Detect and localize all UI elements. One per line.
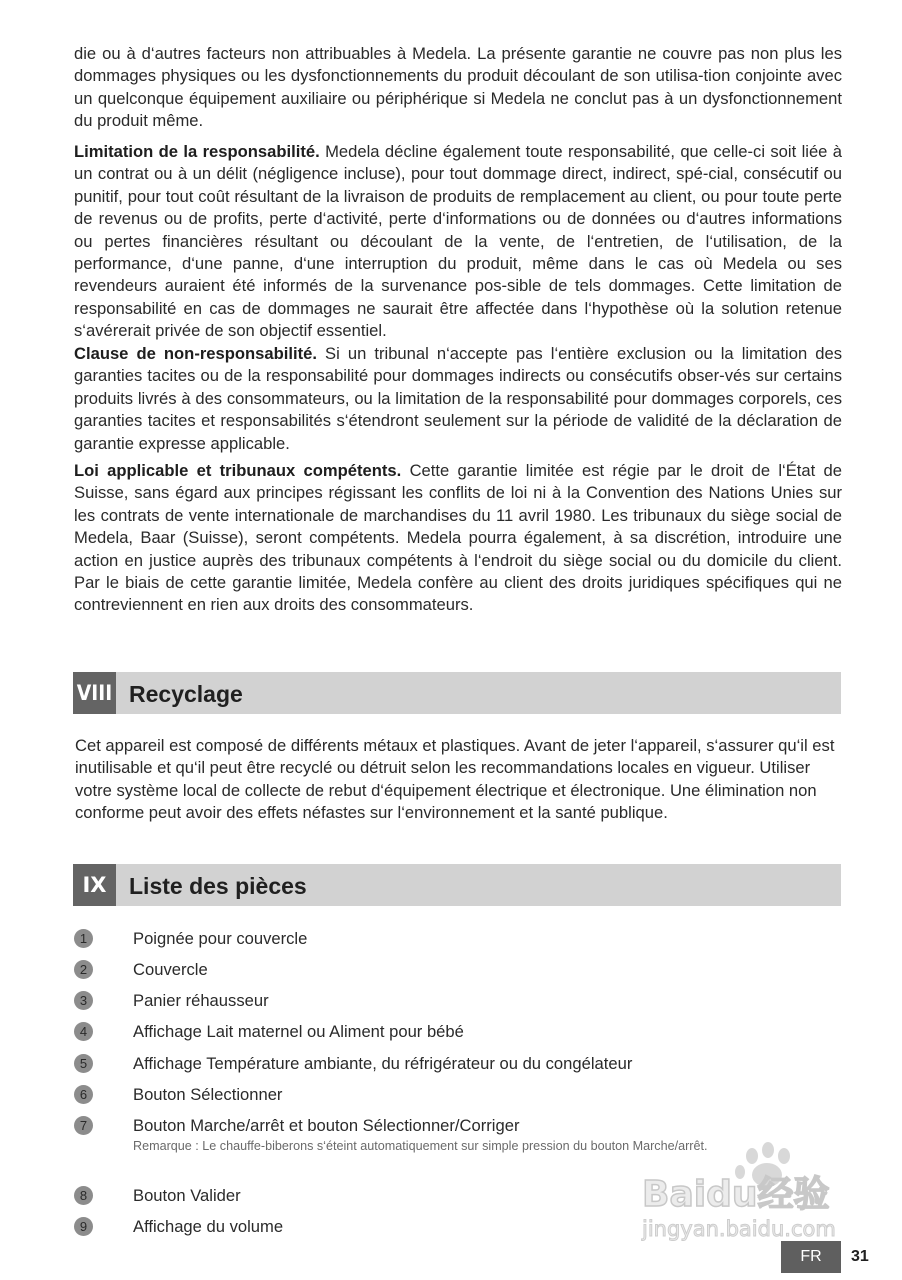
item-number-badge: 5 — [74, 1054, 93, 1073]
item-label: Affichage Lait maternel ou Aliment pour bébé — [133, 1022, 464, 1041]
applicable-law-paragraph — [74, 460, 842, 617]
recycling-text: Cet appareil est composé de différents métaux et plastiques. Avant de jeter l‘appareil, s‘assurer qu‘il est inutilisable et qu‘il peut être recyclé ou détruit selon les recommandations locales en vigueur. Utiliser votre système local de collecte de rebut d‘équipement électrique et électronique. Une élimination non conforme peut avoir des effets néfastes sur l‘environnement et la santé publique. — [75, 736, 835, 823]
item-label: Bouton Valider — [133, 1186, 241, 1205]
applicable-law-heading: Loi applicable et tribunaux compétents. — [74, 461, 402, 480]
recycling-paragraph — [75, 735, 835, 825]
watermark-brand: Baidu经验 — [642, 1174, 830, 1215]
warranty-intro-paragraph — [74, 43, 842, 133]
item-label: Affichage Température ambiante, du réfrigérateur ou du congélateur — [133, 1054, 633, 1073]
item-number-badge: 2 — [74, 960, 93, 979]
limitation-paragraph — [74, 141, 842, 343]
item-label: Panier réhausseur — [133, 991, 269, 1010]
baidu-watermark — [640, 1142, 852, 1244]
section-header-parts-list — [73, 864, 841, 906]
item-number-badge: 7 — [74, 1116, 93, 1135]
limitation-heading: Limitation de la responsabilité. — [74, 142, 320, 161]
item-label: Poignée pour couvercle — [133, 929, 308, 948]
item-number-badge: 3 — [74, 991, 93, 1010]
item-number-badge: 1 — [74, 929, 93, 948]
item-label: Couvercle — [133, 960, 208, 979]
limitation-text: Medela décline également toute responsabilité, que celle-ci soit liée à un contrat ou à un délit (négligence incluse), pour tout dommage direct, indirect, spé-cial, consécutif ou punitif, pour tout coût résultant de la livraison de produits de remplacement au client, ou pour toute perte de revenus ou de profits, perte d‘activité, perte d‘informations ou de données ou d‘autres informations ou pertes financières résultant ou découlant de la vente, de l‘entretien, de l‘utilisation, de la performance, d‘une panne, d‘une interruption du produit, même dans le cas où Medela ou ses revendeurs auraient été informés de la survenance pos-sible de tels dommages. Cette limitation de responsabilité en cas de dommages ne saurait être affectée dans l‘hypothèse où la solution retenue s‘avérerait privée de son objectif essentiel. — [74, 142, 842, 341]
item-number-badge: 6 — [74, 1085, 93, 1104]
disclaimer-text: Si un tribunal n‘accepte pas l‘entière exclusion ou la limitation des garanties tacites ou de la responsabilité pour dommages indirects ou consécutifs obser-vés sur certains produits livrés à des consommateurs, ou la limitation de la responsabilité pour dommages corporels, ces garanties tacites et responsabilités s‘étendront seulement sur la période de validité de la déclaration de garantie expresse applicable. — [74, 344, 842, 453]
disclaimer-heading: Clause de non-responsabilité. — [74, 344, 317, 363]
language-tab: FR — [781, 1241, 841, 1273]
item-label: Bouton Sélectionner — [133, 1085, 283, 1104]
item-note: Remarque : Le chauffe-biberons s‘éteint automatiquement sur simple pression du bouton Marche/arrêt. — [133, 1139, 708, 1153]
section-title-parts-list: Liste des pièces — [129, 873, 307, 899]
warranty-intro-text: die ou à d‘autres facteurs non attribuables à Medela. La présente garantie ne couvre pas non plus les dommages physiques ou les dysfonctionnements du produit découlant de son utilisa-tion conjointe avec un quelconque équipement auxiliaire ou périphérique si Medela ne conclut pas à un dysfonctionnement du produit même. — [74, 44, 842, 131]
applicable-law-text: Cette garantie limitée est régie par le droit de l‘État de Suisse, sans égard aux principes régissant les conflits de loi ni à la Convention des Nations Unies sur les contrats de vente internationale de marchandises du 11 avril 1980. Les tribunaux du siège social de Medela, Baar (Suisse), seront compétents. Medela pourra également, à sa discrétion, introduire une action en justice auprès des tribunaux compétents à l‘endroit du siège social ou du domicile du client. Par le biais de cette garantie limitée, Medela confère au client des droits juridiques spécifiques qui ne contreviennent en rien aux droits des consommateurs. — [74, 461, 842, 615]
item-number-badge: 9 — [74, 1217, 93, 1236]
section-number-parts-list: IX — [73, 864, 116, 906]
page-number: 31 — [851, 1248, 869, 1265]
item-number-badge: 8 — [74, 1186, 93, 1205]
disclaimer-paragraph — [74, 343, 842, 455]
item-label: Bouton Marche/arrêt et bouton Sélectionner/Corriger — [133, 1116, 520, 1135]
section-title-recycling: Recyclage — [129, 681, 243, 707]
section-number-recycling: VIII — [73, 672, 116, 714]
section-header-recycling — [73, 672, 841, 714]
item-label: Affichage du volume — [133, 1217, 284, 1236]
item-number-badge: 4 — [74, 1022, 93, 1041]
watermark-url: jingyan.baidu.com — [642, 1217, 836, 1241]
